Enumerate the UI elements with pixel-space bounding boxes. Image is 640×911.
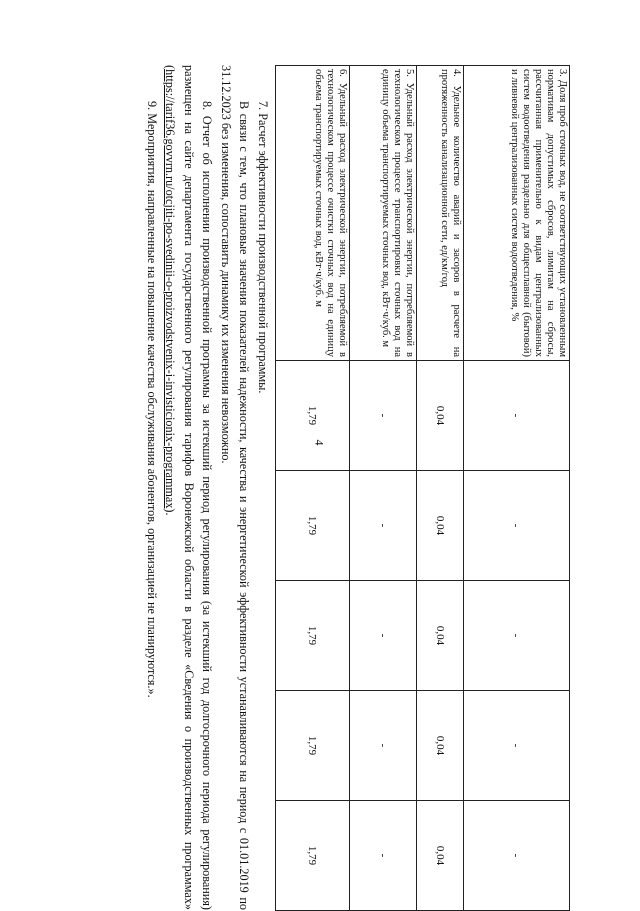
value-cell: -	[464, 361, 570, 471]
value-cell: 0,04	[417, 471, 464, 581]
indicator-cell: 6. Удельный расход электрической энергии, потребляемой в технологическом процессе очистки сточных вод на единицу объема транспортируемых сточных вод, кВт·ч/куб. м	[276, 66, 350, 361]
section7-paragraph: В связи с тем, что плановые значения показателей надежности, качества и энергетической эффективности устанавливаются на период с 01.01.2019 по 31.12.2023 без изменения, сопоставить динамику их изменения невозможно.	[219, 65, 252, 910]
table-row	[417, 66, 464, 911]
value-cell: 1,79	[276, 361, 350, 471]
value-cell: -	[464, 691, 570, 801]
metrics-table	[275, 65, 570, 911]
value-cell: -	[350, 471, 417, 581]
value-cell: -	[350, 691, 417, 801]
value-cell: -	[350, 801, 417, 911]
text-block	[143, 65, 273, 910]
value-cell: 1,79	[276, 801, 350, 911]
table-row	[350, 66, 417, 911]
section8-paragraph	[161, 65, 217, 910]
section8-text-end: ).	[163, 508, 178, 516]
section8-text-start: 8. Отчет об исполнении производственной программы за истекший период регулирования (за истекший год долгосрочного периода регулирования) размещен на сайте департамента государственного регулирования тарифов Воронежской области в разделе «Сведения о производственных программах» (	[163, 65, 215, 910]
section7-heading: 7. Расчет эффективности производственной программы.	[256, 101, 270, 394]
value-cell: -	[350, 361, 417, 471]
value-cell: 1,79	[276, 691, 350, 801]
value-cell: 0,04	[417, 691, 464, 801]
value-cell: 1,79	[276, 471, 350, 581]
value-cell: -	[350, 581, 417, 691]
value-cell: 0,04	[417, 801, 464, 911]
value-cell: -	[464, 581, 570, 691]
tariff-report-link[interactable]: https://tarif36.govvrn.ru/otcjiti-po-svedinii-o-proizvodstvenix-i-invisticionix-programmax	[163, 69, 178, 509]
page-number: 4	[312, 439, 327, 446]
section9-paragraph: 9. Мероприятия, направленные на повышение качества обслуживания абонентов, организацией не планируются.».	[145, 101, 159, 698]
indicator-cell: 5. Удельный расход электрической энергии, потребляемой в технологическом процессе транспортировки сточных вод на единицу объема транспортируемых сточных вод, кВт·ч/куб. м	[350, 66, 417, 361]
table-row	[276, 66, 350, 911]
indicator-cell: 4. Удельное количество аварий и засоров в расчете на протяженность канализационной сети, ед/км/год	[417, 66, 464, 361]
table-row	[464, 66, 570, 911]
rotated-content	[60, 55, 570, 910]
indicator-cell: 3. Доля проб сточных вод, не соответствующих установленным нормативам допустимых сбросов, лимитам на сбросы, рассчитанная применительно к видам централизованных систем водоотведения раздельно для общесплавной (бытовой) и ливневой централизованных систем водоотведения, %	[464, 66, 570, 361]
value-cell: 1,79	[276, 581, 350, 691]
value-cell: -	[464, 801, 570, 911]
value-cell: -	[464, 471, 570, 581]
value-cell: 0,04	[417, 581, 464, 691]
value-cell: 0,04	[417, 361, 464, 471]
